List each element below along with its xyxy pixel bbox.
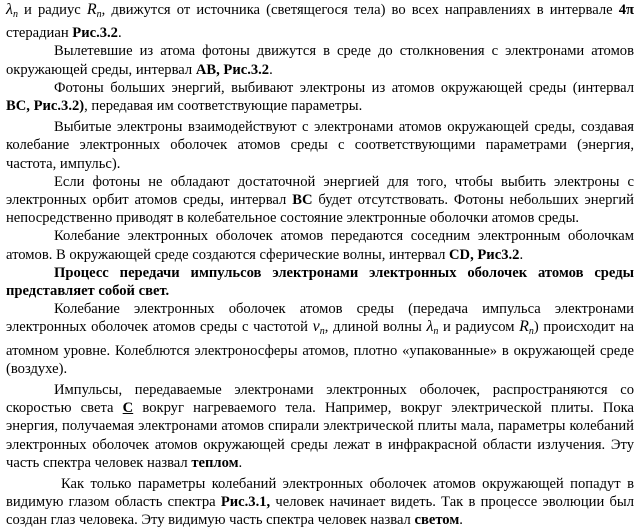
figure-ref-3-1: Рис.3.1,: [220, 494, 271, 511]
four-pi: 4π: [618, 2, 634, 18]
term-light: светом: [414, 512, 460, 529]
lambda-symbol: $\lambda_n$: [6, 1, 18, 20]
paragraph-2: Вылетевшие из атома фотоны движутся в среде до столкновения с электронами атомов окружающей среды, интервал АВ, Рис.3.2.: [6, 43, 634, 78]
paragraph-3: Фотоны больших энергий, выбивают электроны из атомов окружающей среды (интервал ВС, Рис.3.2), передавая им соответствующие параметры.: [6, 79, 634, 115]
paragraph-1: $\lambda_n$ и радиус $R_n$, движутся от источника (светящегося тела) во всех направлениях в интервале 4π стерадиан Рис.3.2.: [6, 1, 634, 42]
figure-ref: Рис.3.2: [72, 25, 118, 42]
interval-bc-ref: ВС: [292, 192, 313, 209]
paragraph-4: Выбитые электроны взаимодействуют с электронами атомов окружающей среды, создавая колебание электронных оболочек атомов среды с соответствующими параметрами (энергия, частота, импульс).: [6, 119, 634, 172]
paragraph-7-heading: Процесс передачи импульсов электронами электронных оболочек атомов среды представляет собой свет.: [6, 264, 634, 300]
paragraph-10: Как только параметры колебаний электронных оболочек атомов окружающей попадут в видимую глазом область спектра Рис.3.1, человек начинает видеть. Так в процессе эволюции был создан глаз человека. Эту видимую часть спектра человек назвал светом.: [6, 476, 634, 529]
interval-cd: CD, Рис3.2: [449, 246, 520, 263]
term-heat: теплом: [191, 454, 239, 471]
paragraph-5: Если фотоны не обладают достаточной энергией для того, чтобы выбить электроны с электронных орбит атомов среды, интервал ВС будет отсутствовать. Фотоны небольших энергий непосредственно приводят в колебательное состояние электронные оболочки атомов среды.: [6, 173, 634, 227]
interval-bc: ВС, Рис.3.2): [6, 98, 85, 115]
paragraph-8: Колебание электронных оболочек атомов среды (передача импульса электронами электронных оболочек атомов среды с частотой $\nu_n$, длиной волны $\lambda_n$ и радиусом $R_n$) происходит на атомном уровне. Колеблются электроносферы атомов, плотно «упакованные» в окружающей среде (воздухе).: [6, 301, 634, 377]
speed-of-light-c: С: [122, 400, 134, 417]
paragraph-6: Колебание электронных оболочек атомов передаются соседним электронным оболочкам атомов. В окружающей среде создаются сферические волны, интервал CD, Рис3.2.: [6, 228, 634, 263]
lambda-symbol-2: $\lambda_n$: [426, 318, 439, 338]
nu-symbol: $\nu_n$: [312, 318, 325, 338]
radius-symbol: $R_n$: [86, 1, 102, 20]
paragraph-9: Импульсы, передаваемые электронами электронных оболочек, распространяются со скоростью света С вокруг нагреваемого тела. Например, вокруг электрической плиты. Пока энергия, получаемая электронами атомов спирали электрической плиты мала, параметры колебаний электронных оболочек атомов окружающей среды лежат в инфракрасной области излучения. Эту часть спектра человек назвал теплом.: [6, 382, 635, 471]
radius-symbol-2: $R_n$: [519, 318, 534, 338]
interval-ab: АВ, Рис.3.2: [195, 61, 270, 78]
